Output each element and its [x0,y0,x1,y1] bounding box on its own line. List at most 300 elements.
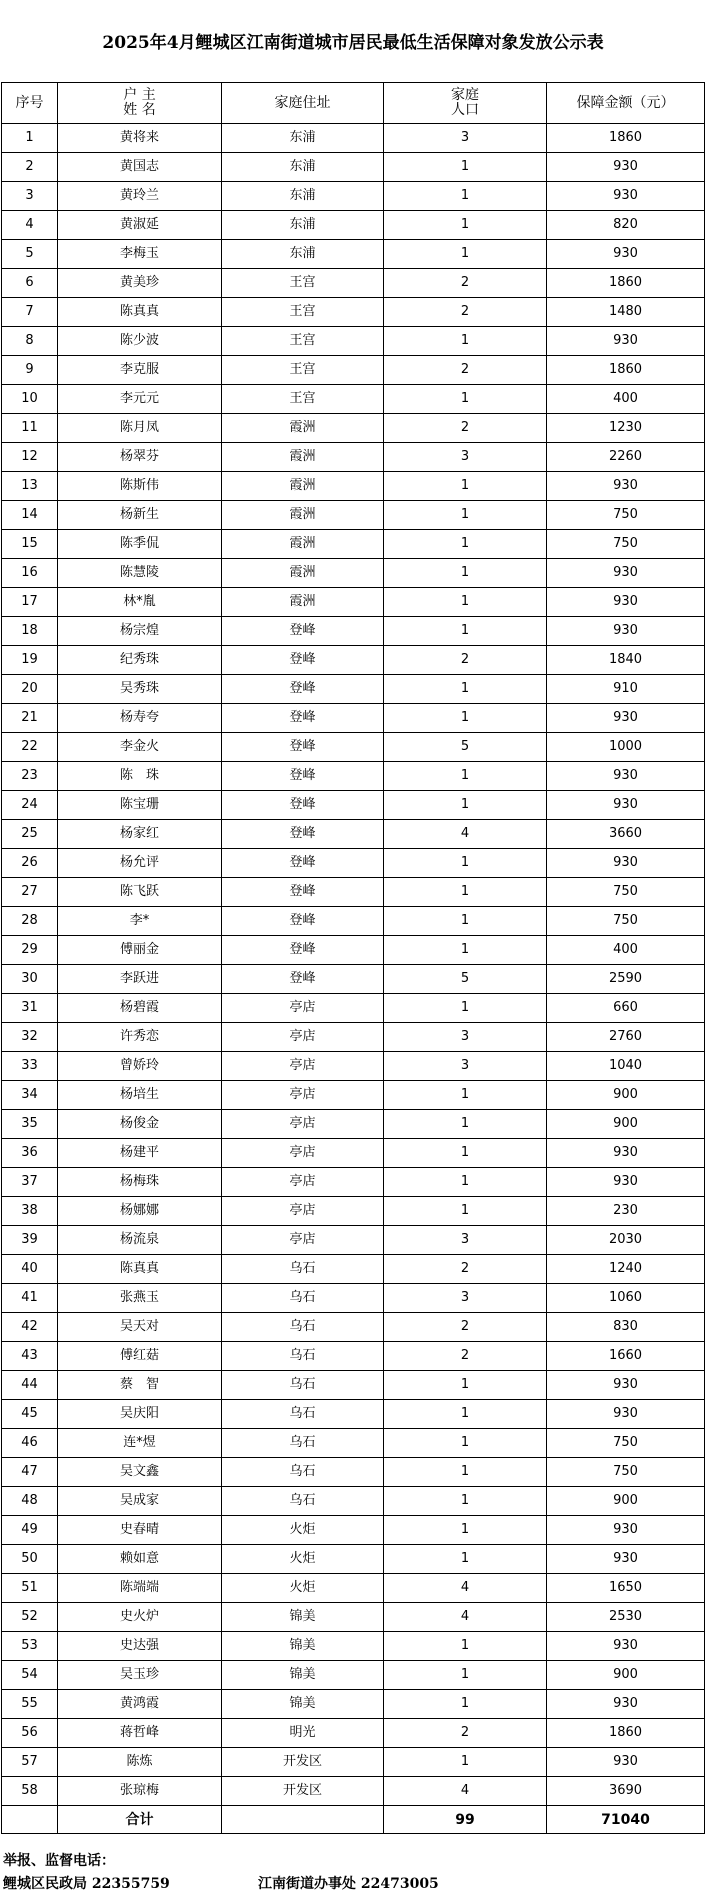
row-name: 李跃进 [58,965,222,994]
row-index: 42 [2,1313,58,1342]
row-name: 陈端端 [58,1574,222,1603]
row-index: 7 [2,298,58,327]
row-name: 陈炼 [58,1748,222,1777]
row-address: 火炬 [222,1545,384,1574]
row-household: 2 [384,1342,547,1371]
row-name: 李元元 [58,385,222,414]
table-row [2,1371,705,1400]
row-name: 李克服 [58,356,222,385]
row-household: 5 [384,965,547,994]
row-household: 1 [384,1168,547,1197]
row-household: 1 [384,1748,547,1777]
row-household: 1 [384,1400,547,1429]
row-address: 东浦 [222,153,384,182]
row-name: 陈少波 [58,327,222,356]
row-household: 4 [384,820,547,849]
row-address: 登峰 [222,907,384,936]
table-row [2,1313,705,1342]
row-amount: 930 [547,472,705,501]
row-amount: 900 [547,1081,705,1110]
row-address: 东浦 [222,182,384,211]
row-amount: 750 [547,501,705,530]
row-household: 3 [384,1052,547,1081]
row-index: 35 [2,1110,58,1139]
table-row [2,1429,705,1458]
header-name-line2: 姓 名 [123,102,156,118]
table-row [2,385,705,414]
table-row [2,1603,705,1632]
row-amount: 930 [547,762,705,791]
row-household: 1 [384,704,547,733]
row-amount: 1000 [547,733,705,762]
row-index: 32 [2,1023,58,1052]
row-index: 18 [2,617,58,646]
row-index: 25 [2,820,58,849]
row-index: 46 [2,1429,58,1458]
row-household: 5 [384,733,547,762]
row-amount: 930 [547,1545,705,1574]
row-household: 3 [384,1023,547,1052]
row-household: 1 [384,501,547,530]
row-household: 1 [384,1429,547,1458]
row-name: 傅红菇 [58,1342,222,1371]
row-household: 2 [384,269,547,298]
row-name: 陈 珠 [58,762,222,791]
row-address: 霞洲 [222,588,384,617]
row-household: 1 [384,530,547,559]
row-amount: 930 [547,617,705,646]
table-row [2,646,705,675]
row-amount: 910 [547,675,705,704]
row-amount: 930 [547,327,705,356]
row-address: 霞洲 [222,559,384,588]
row-household: 1 [384,153,547,182]
row-amount: 930 [547,1516,705,1545]
row-name: 张琼梅 [58,1777,222,1806]
row-household: 1 [384,472,547,501]
row-household: 1 [384,617,547,646]
row-address: 霞洲 [222,443,384,472]
table-row [2,1284,705,1313]
row-index: 12 [2,443,58,472]
table-row [2,327,705,356]
row-name: 杨流泉 [58,1226,222,1255]
row-name: 史火炉 [58,1603,222,1632]
row-index: 53 [2,1632,58,1661]
row-amount: 1650 [547,1574,705,1603]
table-row [2,1545,705,1574]
row-amount: 1660 [547,1342,705,1371]
row-household: 1 [384,211,547,240]
header-household-line1: 家庭 [451,87,479,103]
row-amount: 1860 [547,124,705,153]
table-row [2,1400,705,1429]
row-index: 24 [2,791,58,820]
row-household: 3 [384,1284,547,1313]
row-name: 吴庆阳 [58,1400,222,1429]
row-address: 东浦 [222,240,384,269]
row-name: 杨培生 [58,1081,222,1110]
table-row [2,443,705,472]
table-row [2,1690,705,1719]
row-address: 明光 [222,1719,384,1748]
table-row [2,675,705,704]
row-index: 17 [2,588,58,617]
row-index: 49 [2,1516,58,1545]
row-name: 纪秀珠 [58,646,222,675]
row-amount: 930 [547,1139,705,1168]
table-row [2,1226,705,1255]
row-household: 1 [384,994,547,1023]
table-row [2,1516,705,1545]
row-address: 登峰 [222,646,384,675]
row-address: 登峰 [222,762,384,791]
row-name: 杨宗煌 [58,617,222,646]
total-household: 99 [384,1806,547,1834]
row-address: 锦美 [222,1632,384,1661]
row-household: 1 [384,878,547,907]
row-address: 登峰 [222,675,384,704]
row-address: 亭店 [222,1110,384,1139]
row-index: 16 [2,559,58,588]
row-household: 1 [384,849,547,878]
row-address: 亭店 [222,994,384,1023]
row-amount: 230 [547,1197,705,1226]
table-row [2,124,705,153]
row-name: 杨建平 [58,1139,222,1168]
row-index: 28 [2,907,58,936]
row-household: 1 [384,1110,547,1139]
row-address: 登峰 [222,965,384,994]
row-household: 2 [384,1255,547,1284]
row-amount: 3690 [547,1777,705,1806]
table-row [2,1255,705,1284]
row-household: 1 [384,1139,547,1168]
table-row [2,269,705,298]
row-household: 2 [384,356,547,385]
row-index: 15 [2,530,58,559]
row-amount: 930 [547,1371,705,1400]
table-row [2,1168,705,1197]
row-name: 吴天对 [58,1313,222,1342]
row-name: 杨新生 [58,501,222,530]
row-amount: 1840 [547,646,705,675]
row-household: 3 [384,1226,547,1255]
row-household: 4 [384,1603,547,1632]
total-label: 合计 [58,1806,222,1834]
header-address: 家庭住址 [222,83,384,124]
row-index: 29 [2,936,58,965]
row-amount: 930 [547,588,705,617]
row-amount: 830 [547,1313,705,1342]
header-household [384,83,547,124]
row-name: 黄玲兰 [58,182,222,211]
row-amount: 930 [547,182,705,211]
row-amount: 1860 [547,356,705,385]
row-name: 林*胤 [58,588,222,617]
table-row [2,704,705,733]
row-address: 东浦 [222,124,384,153]
row-amount: 3660 [547,820,705,849]
table-row [2,762,705,791]
header-name-line1: 户 主 [123,87,156,103]
row-index: 6 [2,269,58,298]
row-address: 乌石 [222,1342,384,1371]
row-name: 陈慧陵 [58,559,222,588]
row-index: 2 [2,153,58,182]
row-address: 亭店 [222,1226,384,1255]
row-household: 1 [384,1661,547,1690]
row-amount: 930 [547,849,705,878]
row-household: 1 [384,588,547,617]
row-name: 张燕玉 [58,1284,222,1313]
row-index: 8 [2,327,58,356]
row-name: 吴文鑫 [58,1458,222,1487]
row-name: 吴玉珍 [58,1661,222,1690]
row-index: 44 [2,1371,58,1400]
header-name [58,83,222,124]
row-index: 48 [2,1487,58,1516]
row-name: 李金火 [58,733,222,762]
row-address: 亭店 [222,1052,384,1081]
row-index: 34 [2,1081,58,1110]
row-address: 霞洲 [222,414,384,443]
row-index: 1 [2,124,58,153]
table-row [2,1574,705,1603]
row-index: 30 [2,965,58,994]
table-row [2,530,705,559]
table-header-row [2,83,705,124]
table-row [2,298,705,327]
row-index: 50 [2,1545,58,1574]
table-row [2,588,705,617]
row-name: 陈斯伟 [58,472,222,501]
row-amount: 1040 [547,1052,705,1081]
total-blank [2,1806,58,1834]
table-row [2,791,705,820]
row-index: 21 [2,704,58,733]
table-row [2,211,705,240]
row-index: 14 [2,501,58,530]
table-row [2,1081,705,1110]
row-address: 乌石 [222,1400,384,1429]
row-amount: 750 [547,1429,705,1458]
table-row [2,994,705,1023]
table-row [2,414,705,443]
row-name: 杨梅珠 [58,1168,222,1197]
row-address: 开发区 [222,1748,384,1777]
row-address: 霞洲 [222,501,384,530]
total-blank-2 [222,1806,384,1834]
row-index: 54 [2,1661,58,1690]
row-name: 陈季侃 [58,530,222,559]
row-amount: 930 [547,791,705,820]
row-household: 1 [384,327,547,356]
row-address: 亭店 [222,1168,384,1197]
row-amount: 750 [547,530,705,559]
row-household: 2 [384,1719,547,1748]
row-address: 霞洲 [222,530,384,559]
row-index: 5 [2,240,58,269]
footer-bureau-phone: 鲤城区民政局 22355759 [3,1876,170,1892]
row-index: 23 [2,762,58,791]
table-row [2,849,705,878]
row-amount: 400 [547,936,705,965]
row-household: 1 [384,1545,547,1574]
row-amount: 750 [547,878,705,907]
row-address: 登峰 [222,878,384,907]
footer-office-phone: 江南街道办事处 22473005 [258,1876,439,1892]
row-address: 东浦 [222,211,384,240]
row-amount: 400 [547,385,705,414]
row-amount: 2530 [547,1603,705,1632]
row-name: 黄淑延 [58,211,222,240]
row-index: 41 [2,1284,58,1313]
row-name: 杨翠芬 [58,443,222,472]
row-index: 55 [2,1690,58,1719]
table-row [2,965,705,994]
row-address: 登峰 [222,704,384,733]
row-index: 39 [2,1226,58,1255]
row-index: 3 [2,182,58,211]
row-amount: 2030 [547,1226,705,1255]
row-name: 杨寿夸 [58,704,222,733]
row-name: 蔡 智 [58,1371,222,1400]
row-address: 登峰 [222,791,384,820]
row-name: 史达强 [58,1632,222,1661]
row-household: 1 [384,182,547,211]
row-name: 杨娜娜 [58,1197,222,1226]
row-index: 26 [2,849,58,878]
table-row [2,1487,705,1516]
row-household: 1 [384,240,547,269]
table-row [2,1777,705,1806]
row-name: 曾娇玲 [58,1052,222,1081]
row-amount: 930 [547,1400,705,1429]
row-amount: 1240 [547,1255,705,1284]
row-name: 黄将来 [58,124,222,153]
row-index: 22 [2,733,58,762]
table-row [2,472,705,501]
table-row [2,878,705,907]
row-household: 1 [384,1081,547,1110]
row-household: 4 [384,1777,547,1806]
row-name: 杨家红 [58,820,222,849]
row-address: 王宫 [222,327,384,356]
row-household: 1 [384,791,547,820]
row-address: 亭店 [222,1081,384,1110]
row-name: 傅丽金 [58,936,222,965]
row-amount: 900 [547,1487,705,1516]
row-amount: 900 [547,1661,705,1690]
table-row [2,153,705,182]
row-name: 陈飞跃 [58,878,222,907]
row-index: 19 [2,646,58,675]
table-row [2,240,705,269]
row-name: 陈宝珊 [58,791,222,820]
row-amount: 900 [547,1110,705,1139]
row-address: 乌石 [222,1429,384,1458]
row-address: 亭店 [222,1139,384,1168]
row-household: 1 [384,936,547,965]
table-row [2,1661,705,1690]
row-index: 52 [2,1603,58,1632]
row-index: 9 [2,356,58,385]
row-amount: 2260 [547,443,705,472]
row-address: 登峰 [222,820,384,849]
row-index: 36 [2,1139,58,1168]
table-row [2,559,705,588]
row-index: 33 [2,1052,58,1081]
row-household: 1 [384,1690,547,1719]
row-name: 黄鸿霞 [58,1690,222,1719]
row-address: 亭店 [222,1023,384,1052]
row-name: 陈真真 [58,298,222,327]
row-index: 38 [2,1197,58,1226]
row-household: 1 [384,762,547,791]
table-row [2,1342,705,1371]
row-index: 31 [2,994,58,1023]
row-index: 45 [2,1400,58,1429]
header-amount: 保障金额（元） [547,83,705,124]
row-amount: 930 [547,240,705,269]
row-amount: 1860 [547,269,705,298]
row-address: 王宫 [222,385,384,414]
row-household: 1 [384,907,547,936]
row-name: 史春晴 [58,1516,222,1545]
row-address: 火炬 [222,1574,384,1603]
row-amount: 1060 [547,1284,705,1313]
row-household: 1 [384,1458,547,1487]
total-amount: 71040 [547,1806,705,1834]
row-name: 李* [58,907,222,936]
row-amount: 2760 [547,1023,705,1052]
table-row [2,1458,705,1487]
row-name: 许秀恋 [58,1023,222,1052]
table-row [2,617,705,646]
row-name: 陈真真 [58,1255,222,1284]
row-address: 火炬 [222,1516,384,1545]
row-amount: 750 [547,1458,705,1487]
row-amount: 930 [547,1690,705,1719]
row-index: 27 [2,878,58,907]
row-address: 王宫 [222,356,384,385]
table-row [2,1023,705,1052]
table-row [2,356,705,385]
row-household: 2 [384,646,547,675]
table-row [2,907,705,936]
table-row [2,182,705,211]
table-row [2,1052,705,1081]
row-address: 乌石 [222,1487,384,1516]
row-amount: 930 [547,153,705,182]
row-address: 王宫 [222,298,384,327]
row-index: 40 [2,1255,58,1284]
row-address: 王宫 [222,269,384,298]
row-amount: 930 [547,1748,705,1777]
table-row [2,733,705,762]
row-address: 登峰 [222,733,384,762]
row-address: 乌石 [222,1313,384,1342]
row-index: 4 [2,211,58,240]
table-row [2,820,705,849]
row-amount: 750 [547,907,705,936]
row-address: 锦美 [222,1690,384,1719]
row-index: 20 [2,675,58,704]
row-household: 1 [384,1197,547,1226]
row-household: 2 [384,414,547,443]
row-household: 3 [384,443,547,472]
